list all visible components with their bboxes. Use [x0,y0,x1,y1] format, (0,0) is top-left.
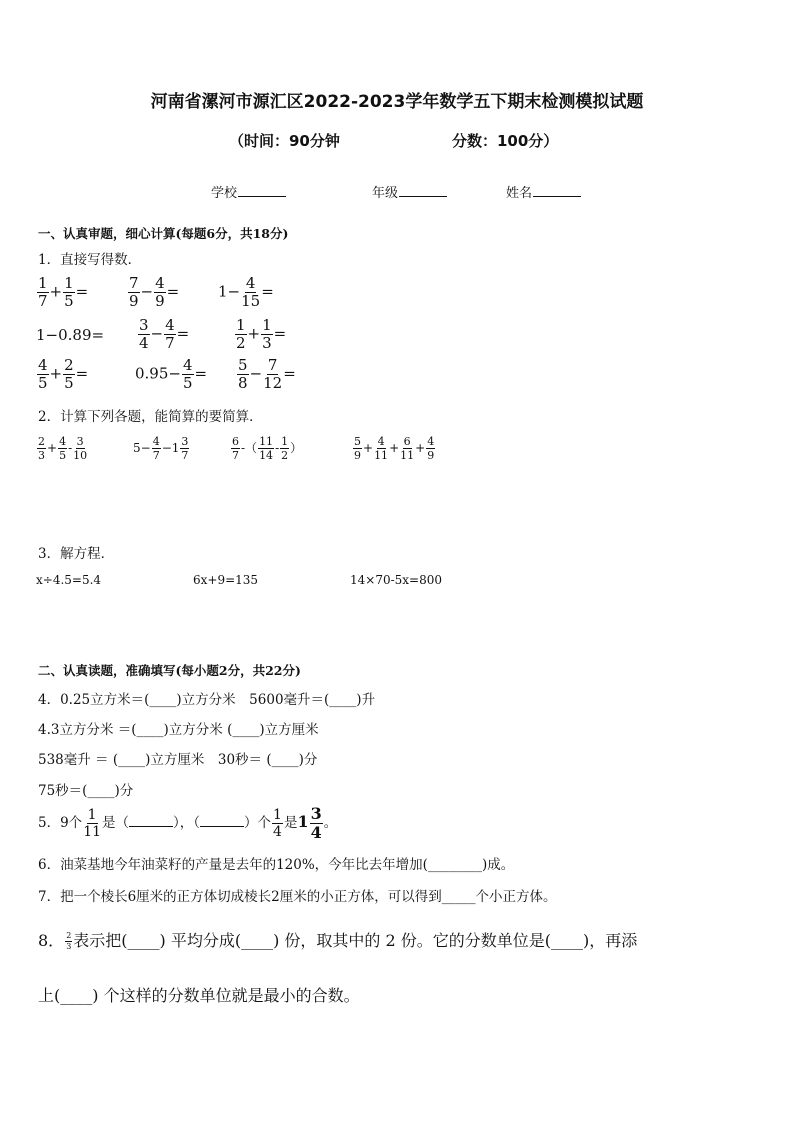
equation-2: 6x+9=135 [193,573,259,587]
question-6: 6．油菜基地今年油菜籽的产量是去年的120%，今年比去年增加(________)成。 [38,857,515,873]
question-8-line1: 8． $\frac{2}{3}$ 表示把(____) 平均分成(____) 份，取其中的 2 份。它的分数单位是(____)，再添 [38,931,638,951]
expr-3-3: $\frac{5}{8}$ − $\frac{7}{12}$ = [238,356,296,392]
grade-blank[interactable] [399,184,447,197]
question-4-a: 4．0.25立方米＝(____)立方分米 5600毫升＝(____)升 [38,692,376,708]
question-8-text-a: 表示把(____) 平均分成(____) 份，取其中的 2 份。它的分数单位是(____)，再添 [73,931,638,950]
expr-1-1: $\frac{1}{7}$ + $\frac{1}{5}$ = [38,274,89,310]
name-blank[interactable] [533,184,581,197]
calc-2-2: 5− $\frac{4}{7}$ −1 $\frac{3}{7}$ [133,435,189,462]
question-5: 5．9个 $\frac{1}{11}$ 是（ ），（ ）个 $\frac{1}{4}$ 是1 $\frac{3}{4}$ 。 [38,804,338,842]
school-label: 学校 [211,186,238,201]
expr-2-1: 1−0.89= [36,326,105,344]
expr-2-3: $\frac{1}{2}$ + $\frac{1}{3}$ = [236,316,287,352]
equation-1: x÷4.5=5.4 [36,573,102,587]
exam-score: 分数：100分） [452,132,559,150]
question-2: 2．计算下列各题，能简算的要简算． [38,409,263,425]
question-4-c: 538毫升 ＝ (____)立方厘米 30秒＝ (____)分 [38,752,318,768]
calc-2-4: $\frac{5}{9}$ + $\frac{4}{11}$ + $\frac{6}{11}$ + $\frac{4}{9}$ [354,435,435,462]
expr-3-2: 0.95− $\frac{4}{5}$ = [135,356,208,392]
grade-field[interactable] [372,182,447,201]
section1-heading: 一、认真审题，细心计算(每题6分，共18分) [38,226,289,241]
question-1: 1．直接写得数． [38,252,142,268]
question-4-b: 4.3立方分米 ＝(____)立方分米 (____)立方厘米 [38,722,319,738]
grade-label: 年级 [372,186,399,201]
question-3: 3．解方程． [38,546,115,562]
section2-heading: 二、认真读题，准确填写(每小题2分，共22分) [38,663,301,678]
school-blank[interactable] [238,184,286,197]
page-title: 河南省漯河市源汇区2022-2023学年数学五下期末检测模拟试题 [150,92,644,112]
question-4-d: 75秒＝(____)分 [38,783,134,799]
expr-3-1: $\frac{4}{5}$ + $\frac{2}{5}$ = [38,356,89,392]
equation-3: 14×70-5x=800 [350,573,443,587]
question-8-line2: 上(____) 个这样的分数单位就是最小的合数。 [38,986,360,1005]
expr-1-3: 1− $\frac{4}{15}$ = [218,274,274,310]
expr-1-2: $\frac{7}{9}$ − $\frac{4}{9}$ = [129,274,180,310]
exam-time: （时间：90分钟 [229,132,340,150]
expr-2-2: $\frac{3}{4}$ − $\frac{4}{7}$ = [139,316,190,352]
question-7: 7．把一个棱长6厘米的正方体切成棱长2厘米的小正方体，可以得到_____个小正方体。 [38,889,557,905]
calc-2-3: $\frac{6}{7}$ -（ $\frac{11}{14}$ - $\frac{1}{2}$ ） [232,435,303,462]
name-label: 姓名 [506,186,533,201]
calc-2-1: $\frac{2}{3}$ + $\frac{4}{5}$ - $\frac{3}{10}$ [38,435,88,462]
school-field[interactable] [211,182,286,201]
name-field[interactable] [506,182,581,201]
